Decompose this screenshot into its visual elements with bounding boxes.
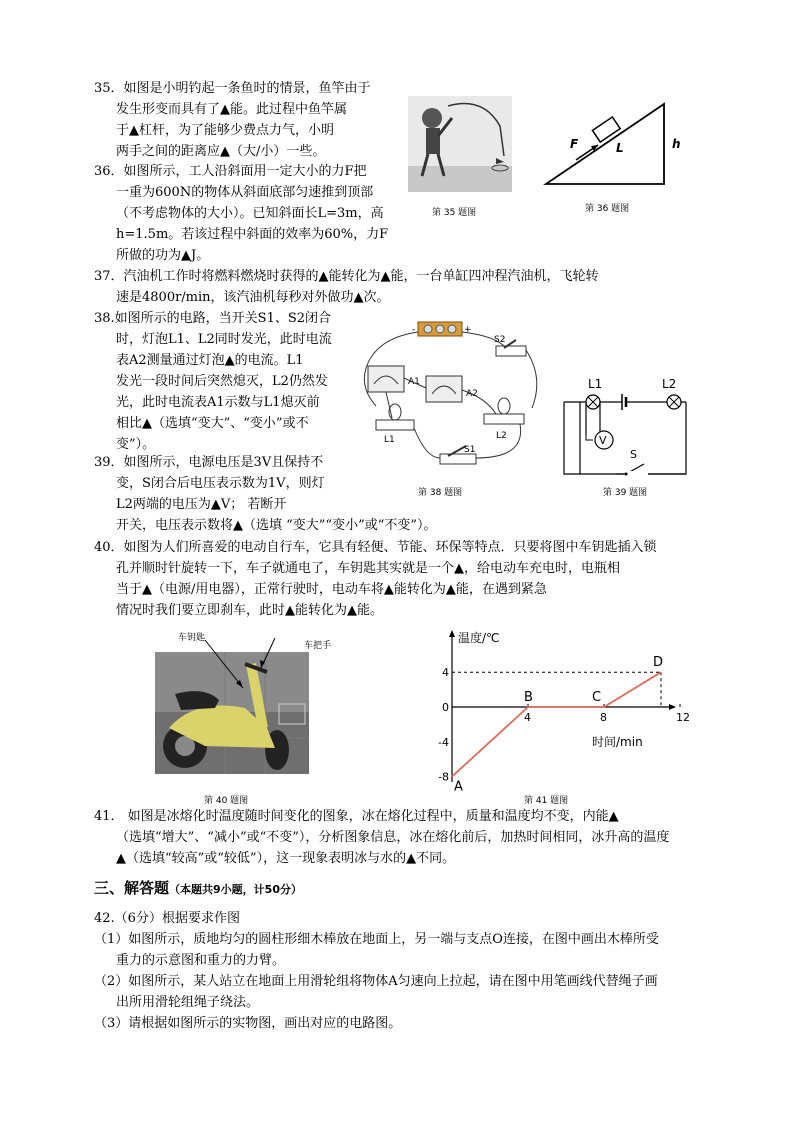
y-axis-arrow	[449, 630, 455, 637]
q42-line1: 42.（6分）根据要求作图	[94, 911, 240, 926]
bulb-l2-label: L2	[496, 431, 507, 441]
lamp-l1-label: L1	[588, 377, 603, 391]
fig36-caption: 第 36 题图	[585, 204, 630, 214]
y-tick-label: -4	[438, 735, 449, 749]
q36-line3: （不考虑物体的大小）。已知斜面长L=3m，高	[116, 206, 384, 221]
svg-text:+: +	[464, 325, 472, 335]
q38-line3: 表A2测量通过灯泡▲的电流。L1	[116, 353, 304, 368]
q40-line4: 情况时我们要立即刹车，此时▲能转化为▲能。	[116, 603, 383, 618]
q35-line1: 35．如图是小明钓起一条鱼时的情景，鱼竿由于	[94, 81, 371, 96]
ammeter-a2-label: A2	[466, 389, 478, 399]
incline-height-label: h	[672, 137, 681, 151]
q42-line6: （3）请根据如图所示的实物图，画出对应的电路图。	[94, 1016, 402, 1031]
q39-line4: 开关，电压表示数将▲（选填 “变大”“变小”或“不变”）。	[116, 518, 437, 533]
q39-line3: L2两端的电压为▲V； 若断开	[116, 497, 287, 512]
q36-line4: h=1.5m。若该过程中斜面的效率为60%，力F	[116, 227, 389, 242]
ebike-figure	[155, 628, 325, 774]
q38-line7: 变”）。	[116, 437, 156, 452]
fig39-caption: 第 39 题图	[603, 488, 648, 498]
q41-line3: ▲（选填“较高”或“较低”），这一现象表明冰与水的▲不同。	[116, 851, 456, 866]
bike-handle-label: 车把手	[304, 641, 332, 651]
section-3-note: （本题共9小题，计50分）	[169, 883, 302, 896]
point-label-a: A	[454, 779, 463, 795]
section-3-heading	[94, 877, 302, 898]
y-tick-label: 4	[442, 666, 449, 680]
q38-line2: 时，灯泡L1、L2同时发光，此时电流	[116, 332, 332, 347]
fig41-caption: 第 41 题图	[524, 796, 569, 806]
switch-s1-label: S1	[464, 445, 476, 455]
q42-line5: 出所用滑轮组绳子绕法。	[116, 995, 260, 1010]
voltmeter-label: V	[599, 434, 607, 447]
temperature-line	[452, 672, 661, 776]
q42-line4: （2）如图所示，某人站立在地面上用滑轮组将物体A匀速向上拉起，请在图中用笔画线代替绳子画	[94, 974, 658, 989]
x-tick-label: 4	[524, 711, 531, 724]
lamp-l2-label: L2	[662, 377, 677, 391]
ammeter-a1-label: A1	[408, 377, 420, 387]
q35-line2: 发生形变而具有了▲能。此过程中鱼竿属	[116, 102, 347, 117]
y-tick-label: 0	[442, 701, 449, 714]
q38-line6: 相比▲（选填“变大”、“变小”或不	[116, 416, 309, 431]
switch-s-label: S	[630, 448, 637, 461]
y-axis-label: 温度/℃	[458, 631, 500, 645]
q39-line1: 39．如图所示，电源电压是3V且保持不	[94, 455, 324, 470]
q37-line2: 速是4800r/min，该汽油机每秒对外做功▲次。	[116, 290, 390, 305]
q39-line2: 变，S闭合后电压表示数为1V，则灯	[116, 476, 325, 491]
section-3-title: 三、解答题	[94, 879, 170, 897]
fishing-figure	[408, 96, 512, 192]
q35-line3: 于▲杠杆，为了能够少费点力气，小明	[116, 123, 334, 138]
incline-length-label: L	[616, 141, 624, 155]
q36-line5: 所做的功为▲J。	[116, 248, 210, 263]
incline-figure	[540, 98, 690, 190]
q40-line3: 当于▲（电源/用电器），正常行驶时，电动车将▲能转化为▲能，在遇到紧急	[116, 582, 547, 597]
fig35-caption: 第 35 题图	[432, 208, 477, 218]
q40-line2: 孔并顺时针旋转一下，车子就通电了，车钥匙其实就是一个▲，给电动车充电时，电瓶相	[116, 561, 620, 576]
melting-chart	[420, 622, 690, 795]
q35-line4: 两手之间的距离应▲（大/小）一些。	[116, 144, 326, 159]
q40-line1: 40．如图为人们所喜爱的电动自行车，它具有轻便、节能、环保等特点．只要将图中车钥匙插入锁	[94, 540, 657, 555]
q41-line2: （选填“增大”、“减小”或“不变”），分析图象信息，冰在熔化前后，加热时间相同，冰升高的温度	[116, 830, 670, 845]
q36-line2: 一重为600N的物体从斜面底部匀速推到顶部	[116, 185, 374, 200]
circuit-38-figure	[356, 318, 548, 478]
q38-line5: 光，此时电流表A1示数与L1熄灭前	[116, 395, 320, 410]
circuit-39-figure	[556, 368, 690, 480]
switch-s2-label: S2	[494, 335, 506, 345]
q36-line1: 36．如图所示，工人沿斜面用一定大小的力F把	[94, 164, 367, 179]
x-tick-label: 12	[676, 711, 690, 724]
q41-line1: 41． 如图是冰熔化时温度随时间变化的图象，冰在熔化过程中，质量和温度均不变，内能▲	[94, 809, 619, 824]
fig38-caption: 第 38 题图	[418, 488, 463, 498]
svg-text:-: -	[412, 325, 416, 335]
bike-key-label: 车钥匙	[178, 633, 206, 643]
q42-line2: （1）如图所示，质地均匀的圆柱形细木棒放在地面上，另一端与支点O连接，在图中画出木棒所受	[94, 932, 659, 947]
q38-line1: 38.如图所示的电路，当开关S1、S2闭合	[94, 311, 332, 326]
point-label-c: C	[592, 690, 602, 705]
x-axis-label: 时间/min	[592, 735, 643, 749]
point-label-d: D	[653, 655, 664, 671]
bulb-l1-label: L1	[384, 435, 395, 445]
q37-line1: 37．汽油机工作时将燃料燃烧时获得的▲能转化为▲能，一台单缸四冲程汽油机，飞轮转	[94, 269, 599, 284]
incline-force-label: F	[570, 137, 579, 151]
point-label-b: B	[524, 690, 533, 705]
x-tick-label: 8	[600, 711, 607, 724]
q38-line4: 发光一段时间后突然熄灭，L2仍然发	[116, 374, 328, 389]
fig40-caption: 第 40 题图	[204, 796, 249, 806]
x-axis-arrow	[669, 704, 676, 710]
y-tick-label: -8	[438, 770, 449, 784]
q42-line3: 重力的示意图和重力的力臂。	[116, 953, 286, 968]
